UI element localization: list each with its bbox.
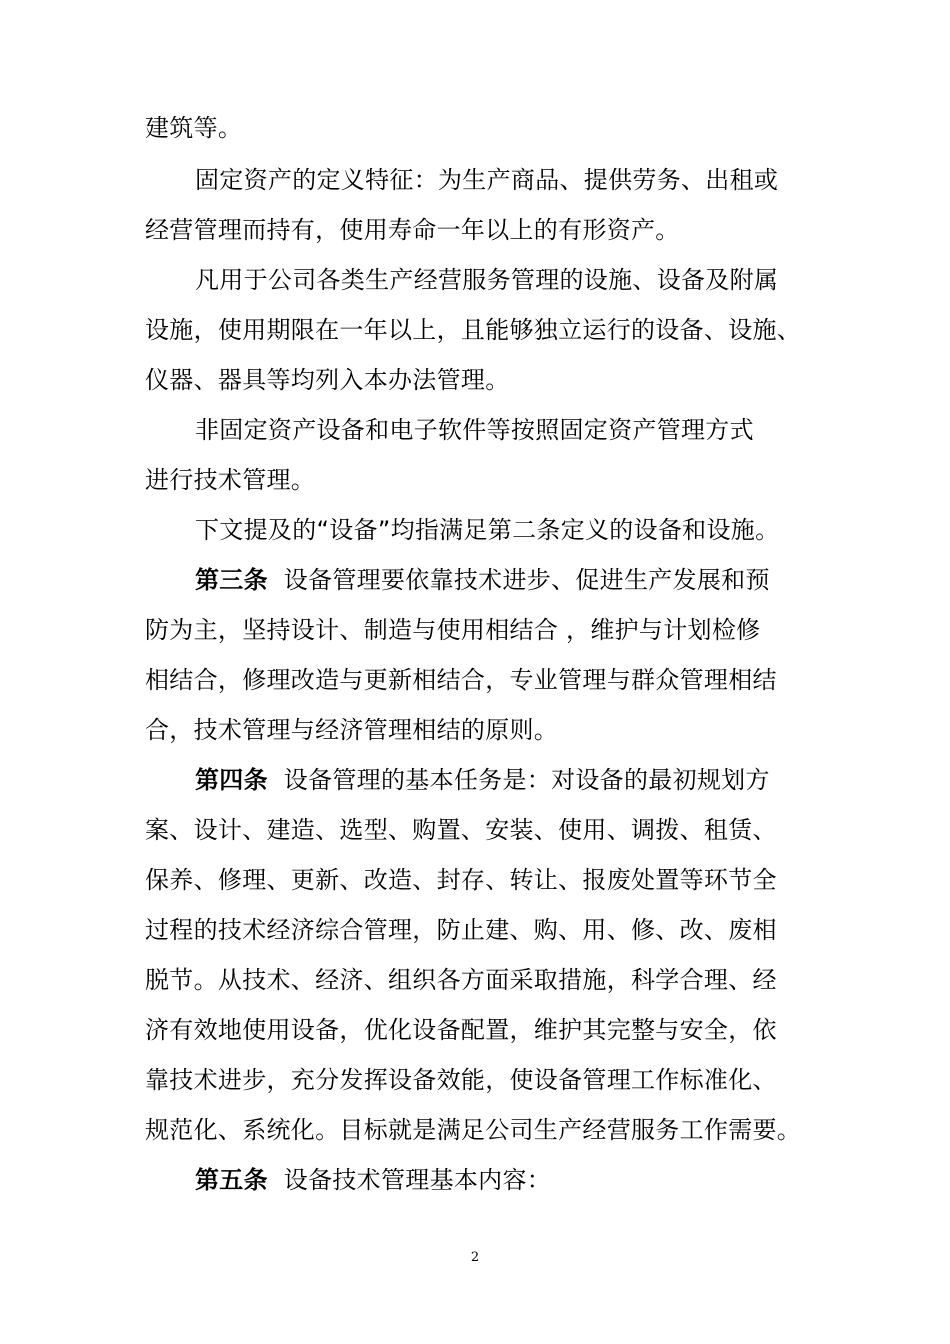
article-label: 第四条 (195, 766, 268, 794)
text-line: 进行技术管理。 (145, 466, 316, 494)
text-line: 案、设计、建造、选型、购置、安装、使用、调拨、租赁、 (145, 816, 777, 844)
text-line: 济有效地使用设备，优化设备配置，维护其完整与安全，依 (145, 1016, 777, 1044)
article-3-first-line (195, 560, 770, 600)
article-label: 第五条 (195, 1166, 268, 1194)
text-line: 设备技术管理基本内容： (283, 1166, 552, 1194)
text-line: 凡用于公司各类生产经营服务管理的设施、设备及附属 (195, 266, 779, 294)
text-line: 仪器、器具等均列入本办法管理。 (145, 366, 510, 394)
text-line: 下文提及的“设备”均指满足第二条定义的设备和设施。 (195, 516, 780, 544)
text-line: 建筑等。 (145, 114, 243, 142)
text-line: 规范化、系统化。目标就是满足公司生产经营服务工作需要。 (145, 1116, 802, 1144)
text-line: 相结合，修理改造与更新相结合，专业管理与群众管理相结 (145, 666, 777, 694)
page-number: 2 (470, 1250, 480, 1265)
text-line: 防为主，坚持设计、制造与使用相结合 ，维护与计划检修 (145, 616, 761, 644)
text-line: 固定资产的定义特征：为生产商品、提供劳务、出租或 (195, 166, 779, 194)
text-line: 非固定资产设备和电子软件等按照固定资产管理方式 (195, 416, 754, 444)
text-line: 设备管理要依靠技术进步、促进生产发展和预 (283, 566, 770, 594)
text-line: 靠技术进步，充分发挥设备效能，使设备管理工作标准化、 (145, 1066, 777, 1094)
text-line: 合，技术管理与经济管理相结的原则。 (145, 716, 559, 744)
text-line: 设施，使用期限在一年以上，且能够独立运行的设备、设施、 (145, 316, 802, 344)
article-4-first-line (195, 760, 770, 800)
article-label: 第三条 (195, 566, 268, 594)
text-line: 经营管理而持有，使用寿命一年以上的有形资产。 (145, 216, 680, 244)
text-line: 保养、修理、更新、改造、封存、转让、报废处置等环节全 (145, 866, 777, 894)
article-5-first-line (195, 1160, 551, 1200)
text-line: 过程的技术经济综合管理，防止建、购、用、修、改、废相 (145, 916, 777, 944)
text-line: 设备管理的基本任务是：对设备的最初规划方 (283, 766, 770, 794)
text-line: 脱节。从技术、经济、组织各方面采取措施，科学合理、经 (145, 966, 777, 994)
